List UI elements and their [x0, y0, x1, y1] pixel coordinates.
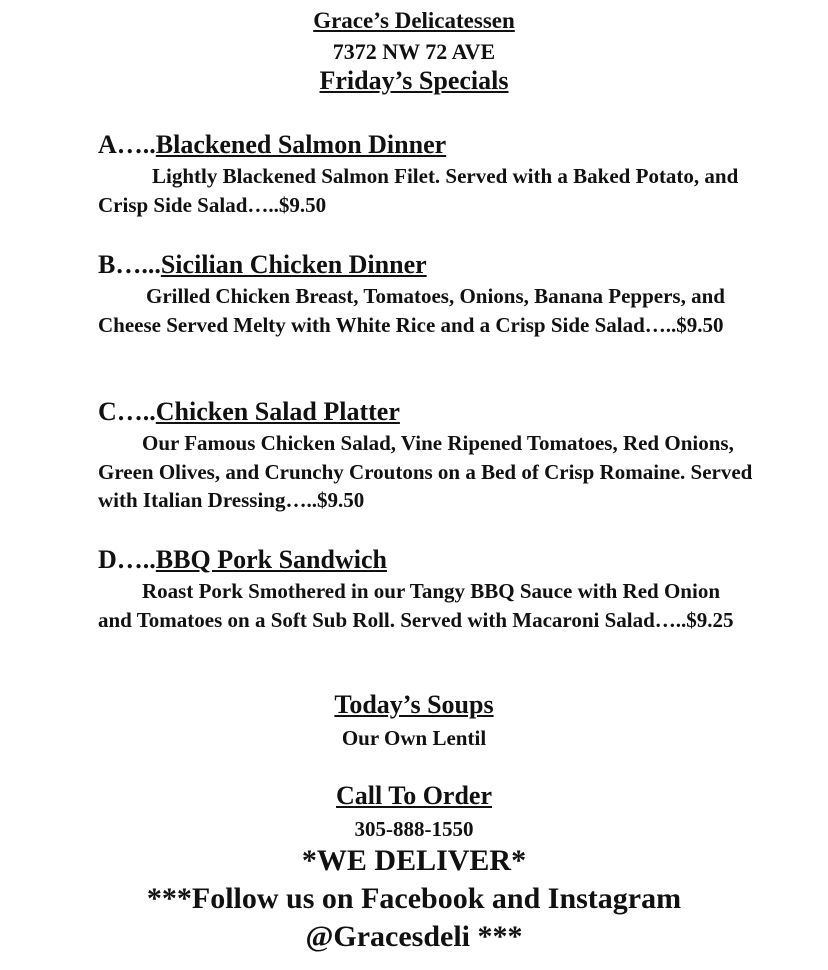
soup-item: Our Own Lentil: [341, 726, 487, 750]
we-deliver-text: *WE DELIVER*: [301, 844, 527, 877]
menu-item-letter: D…..: [98, 545, 156, 574]
menu-item-b: [98, 250, 758, 339]
menu-item-title: [98, 130, 758, 160]
soups-title: Today’s Soups: [334, 690, 494, 719]
menu-item-title: [98, 250, 758, 280]
menu-item-description: Grilled Chicken Breast, Tomatoes, Onions, Banana Peppers, and Cheese Served Melty with White Rice and a Crisp Side Salad…..$9.50: [98, 284, 725, 337]
menu-item-description: Roast Pork Smothered in our Tangy BBQ Sauce with Red Onion and Tomatoes on a Soft Sub Roll. Served with Macaroni Salad…..$9.25: [98, 579, 734, 632]
deli-address: 7372 NW 72 AVE: [332, 39, 496, 64]
menu-item-title: [98, 545, 758, 575]
menu-item-d: [98, 545, 758, 634]
menu-item-c: [98, 397, 758, 515]
specials-title: Friday’s Specials: [319, 66, 509, 95]
menu-item-title: [98, 397, 758, 427]
social-handle: @Gracesdeli ***: [305, 920, 523, 953]
call-to-order-title: Call To Order: [335, 781, 492, 810]
menu-item-name: BBQ Pork Sandwich: [155, 545, 387, 574]
menu-item-letter: C…..: [98, 397, 156, 426]
menu-item-description: Our Famous Chicken Salad, Vine Ripened Tomatoes, Red Onions, Green Olives, and Crunchy Croutons on a Bed of Crisp Romaine. Served with Italian Dressing…..$9.50: [98, 431, 753, 512]
follow-us-text: ***Follow us on Facebook and Instagram: [146, 882, 682, 915]
deli-name: Grace’s Delicatessen: [313, 8, 515, 33]
phone-number: 305-888-1550: [354, 817, 474, 841]
menu-item-name: Sicilian Chicken Dinner: [160, 250, 427, 279]
menu-item-name: Chicken Salad Platter: [155, 397, 400, 426]
menu-item-name: Blackened Salmon Dinner: [155, 130, 447, 159]
menu-item-a: [98, 130, 758, 219]
menu-item-letter: B…...: [98, 250, 161, 279]
menu-item-description: Lightly Blackened Salmon Filet. Served with a Baked Potato, and Crisp Side Salad…..$9.50: [98, 164, 739, 217]
menu-item-letter: A…..: [98, 130, 156, 159]
